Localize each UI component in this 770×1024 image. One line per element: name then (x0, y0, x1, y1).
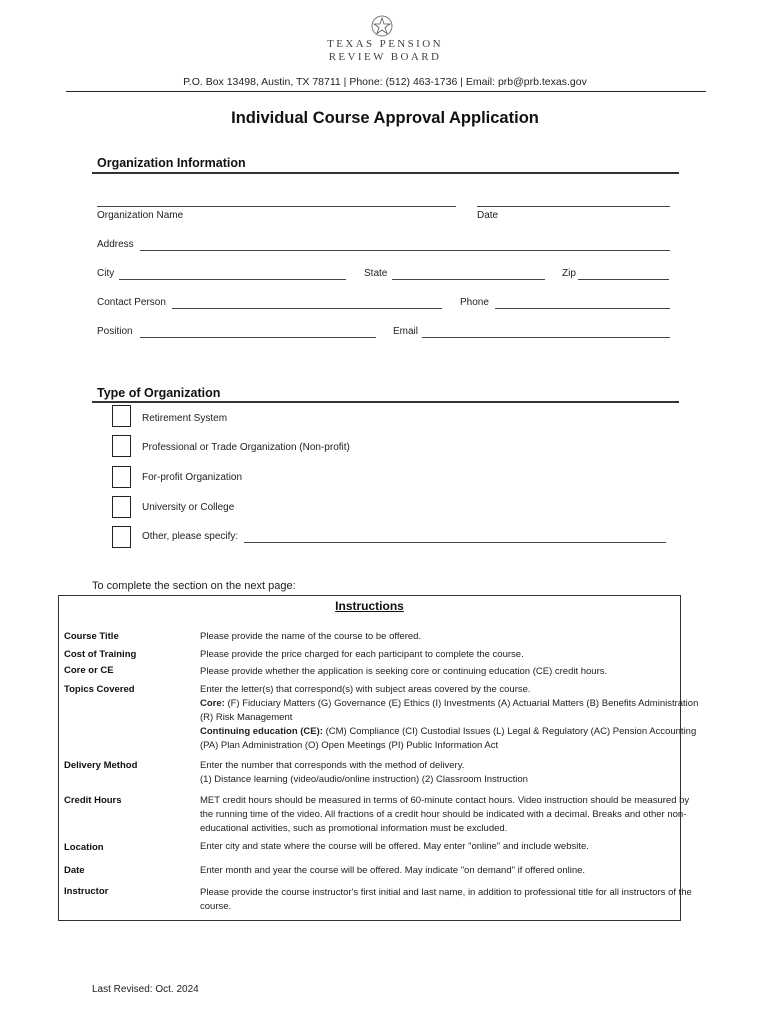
org-info-rule (92, 172, 679, 174)
org-type-rule (92, 401, 679, 403)
email-field[interactable] (422, 337, 670, 338)
retirement-system-checkbox[interactable] (112, 405, 131, 427)
position-field[interactable] (140, 337, 376, 338)
org-name-line2: REVIEW BOARD (328, 51, 442, 63)
delivery-line1: Enter the number that corresponds with the method of delivery. (200, 760, 465, 771)
date-term: Date (64, 865, 85, 876)
header-divider (66, 91, 706, 92)
org-name-line1: TEXAS PENSION (327, 38, 443, 50)
date-label: Date (477, 210, 499, 221)
cost-term: Cost of Training (64, 649, 137, 660)
credit-term: Credit Hours (64, 795, 122, 806)
delivery-line2: (1) Distance learning (video/audio/online instruction) (2) Classroom Instruction (200, 774, 528, 785)
instructor-desc: Please provide the course instructor's first initial and last name, in addition to professional title for all instructors of the course. (200, 887, 692, 912)
contact-person-label: Contact Person (97, 297, 166, 308)
org-name-field[interactable] (97, 206, 456, 207)
zip-label: Zip (562, 268, 576, 279)
org-info-heading: Organization Information (97, 156, 246, 170)
topics-ce (200, 725, 700, 753)
position-label: Position (97, 326, 133, 337)
topics-term: Topics Covered (64, 684, 135, 695)
location-desc: Enter city and state where the course will be offered. May enter "online" and include website. (200, 841, 589, 852)
state-field[interactable] (392, 279, 545, 280)
phone-field[interactable] (495, 308, 670, 309)
course-title-term: Course Title (64, 631, 119, 642)
city-field[interactable] (119, 279, 346, 280)
address-field[interactable] (140, 250, 670, 251)
course-title-desc: Please provide the name of the course to be offered. (200, 631, 422, 642)
university-checkbox[interactable] (112, 496, 131, 518)
core-text: (F) Fiduciary Matters (G) Governance (E) Ethics (I) Investments (A) Actuarial Matters (B) Benefits Administration (R) Risk Management (200, 698, 699, 723)
contact-person-field[interactable] (172, 308, 442, 309)
state-label: State (364, 268, 388, 279)
org-type-heading: Type of Organization (97, 386, 221, 400)
phone-label: Phone (460, 297, 489, 308)
delivery-term: Delivery Method (64, 760, 138, 771)
city-label: City (97, 268, 115, 279)
credit-desc: MET credit hours should be measured in terms of 60-minute contact hours. Video instruction should be measured by the running time of the video. All fractions of a credit hour should be indicated with a decimal. Breaks and other non-educational activities, such as promotional information must be excluded. (200, 795, 690, 834)
professional-org-label: Professional or Trade Organization (Non-profit) (142, 442, 350, 453)
date-desc: Enter month and year the course will be offered. May indicate "on demand" if offered online. (200, 865, 586, 876)
texas-star-logo-icon (367, 14, 397, 40)
for-profit-checkbox[interactable] (112, 466, 131, 488)
email-label: Email (393, 326, 419, 337)
location-term: Location (64, 842, 104, 853)
cost-desc: Please provide the price charged for each participant to complete the course. (200, 649, 524, 660)
next-page-note: To complete the section on the next page: (92, 580, 296, 592)
instructor-term: Instructor (64, 886, 109, 897)
topics-intro: Enter the letter(s) that correspond(s) with subject areas covered by the course. (200, 684, 531, 695)
page-title: Individual Course Approval Application (231, 109, 539, 127)
contact-info: P.O. Box 13498, Austin, TX 78711 | Phone: (512) 463-1736 | Email: prb@prb.texas.gov (183, 76, 587, 88)
org-name-label: Organization Name (97, 210, 184, 221)
instructions-heading: Instructions (335, 599, 404, 613)
ce-text: (CM) Compliance (CI) Custodial Issues (L) Legal & Regulatory (AC) Pension Accounting (PA) Plan Administration (O) Open Meetings (PI) Public Information Act (200, 726, 697, 751)
other-specify-field[interactable] (244, 542, 666, 543)
retirement-system-label: Retirement System (142, 413, 228, 424)
for-profit-label: For-profit Organization (142, 472, 243, 483)
delivery-desc (200, 759, 700, 787)
last-revised: Last Revised: Oct. 2024 (92, 984, 199, 995)
professional-org-checkbox[interactable] (112, 435, 131, 457)
ce-label: Continuing education (CE): (200, 726, 323, 737)
university-label: University or College (142, 502, 235, 513)
other-label: Other, please specify: (142, 531, 239, 542)
core-label: Core: (200, 698, 225, 709)
core-ce-term: Core or CE (64, 665, 114, 676)
address-label: Address (97, 239, 134, 250)
topics-desc (200, 683, 700, 753)
topics-core (200, 697, 700, 725)
other-checkbox[interactable] (112, 526, 131, 548)
date-field[interactable] (477, 206, 670, 207)
core-ce-desc: Please provide whether the application is seeking core or continuing education (CE) credit hours. (200, 666, 608, 677)
zip-field[interactable] (578, 279, 669, 280)
